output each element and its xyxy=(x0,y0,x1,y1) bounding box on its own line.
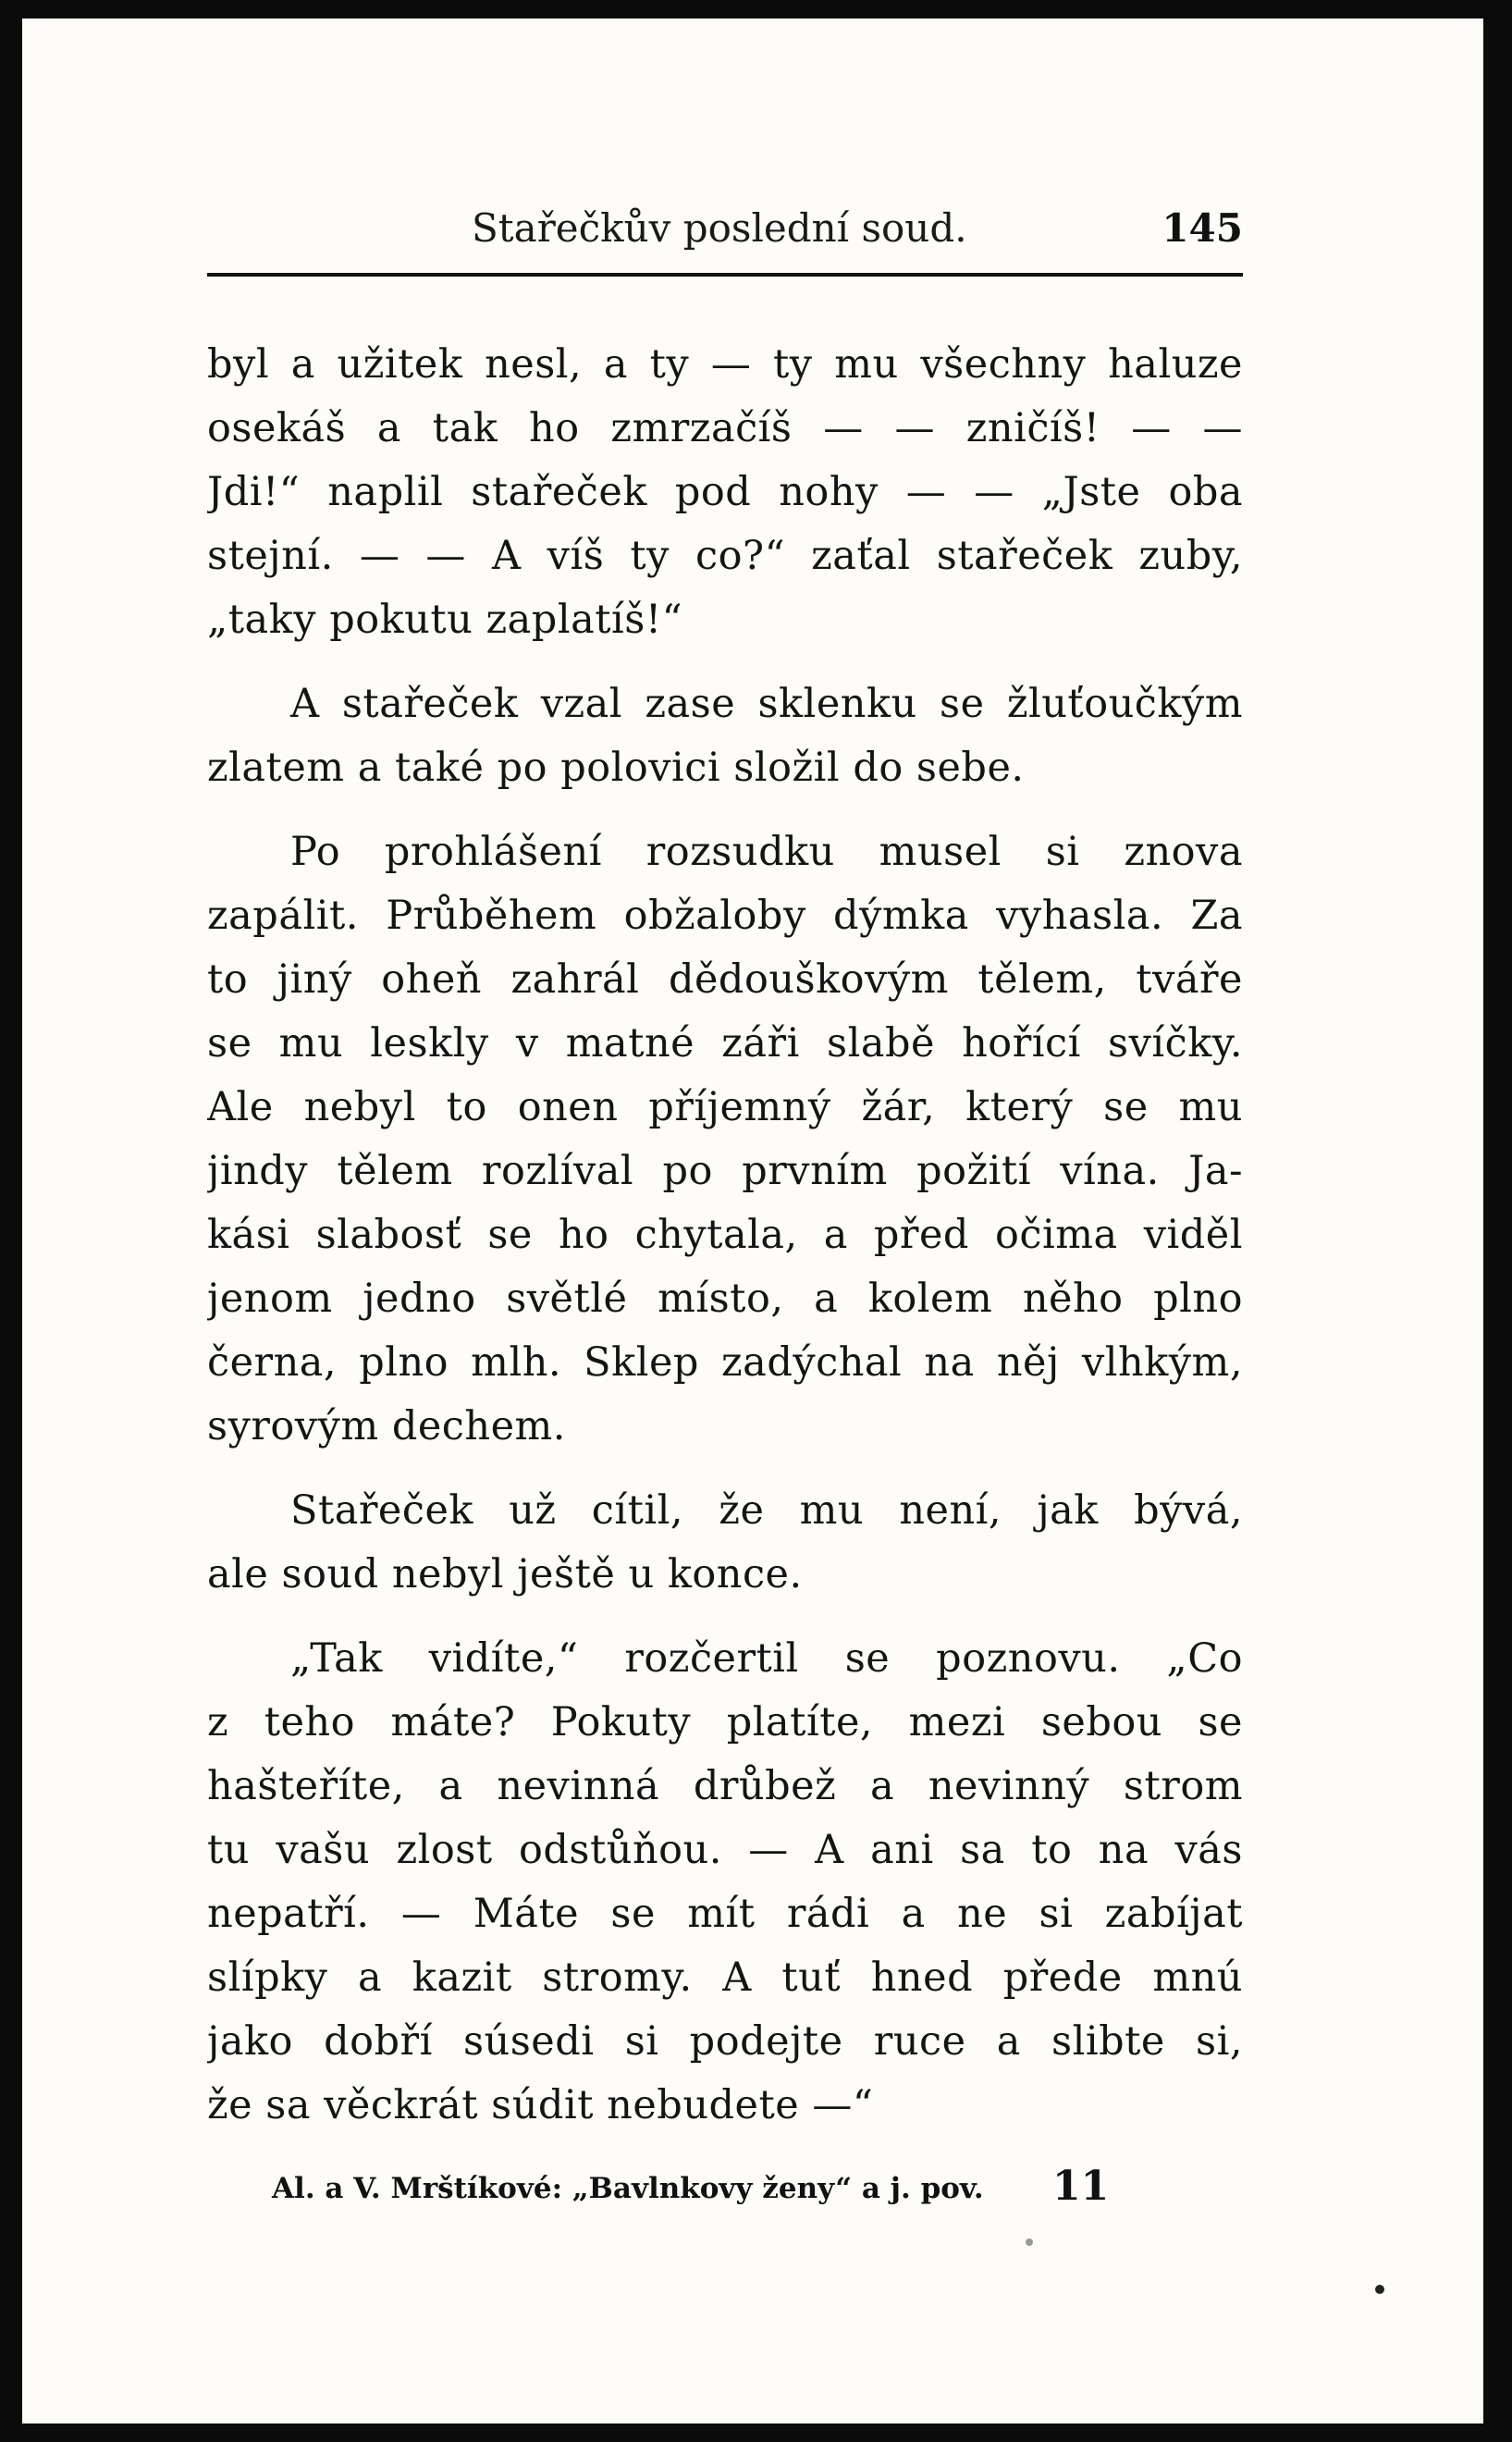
text-line: zapálit. Průběhem obžaloby dýmka vyhasla. Za xyxy=(207,893,1243,939)
text-line: byl a užitek nesl, a ty — ty mu všechny haluze xyxy=(207,341,1243,388)
body-text xyxy=(207,333,1243,2158)
text-line: jenom jedno světlé místo, a kolem něho plno xyxy=(207,1276,1243,1322)
text-line: Jdi!“ naplil stařeček pod nohy — — „Jste oba xyxy=(207,469,1243,515)
text-line: kási slabosť se ho chytala, a před očima viděl xyxy=(207,1212,1243,1258)
paragraph xyxy=(207,1479,1243,1607)
text-line: „taky pokutu zaplatíš!“ xyxy=(207,597,683,643)
text-line: ale soud nebyl ještě u konce. xyxy=(207,1551,803,1597)
paragraph xyxy=(207,333,1243,652)
text-line: osekáš a tak ho zmrzačíš — — zničíš! — — xyxy=(207,405,1243,451)
text-line: Po prohlášení rozsudku musel si znova xyxy=(290,829,1243,875)
text-line: jindy tělem rozlíval po prvním požití vína. Ja- xyxy=(207,1148,1243,1194)
text-line: stejní. — — A víš ty co?“ zaťal stařeček zuby, xyxy=(207,533,1243,579)
printer-signature: Al. a V. Mrštíkové: „Bavlnkovy ženy“ a j. pov. xyxy=(272,2172,984,2205)
text-line: z teho máte? Pokuty platíte, mezi sebou se xyxy=(207,1699,1243,1745)
text-line: černa, plno mlh. Sklep zadýchal na něj vlhkým, xyxy=(207,1339,1243,1386)
text-line: hašteříte, a nevinná drůbež a nevinný strom xyxy=(207,1763,1243,1809)
book-page xyxy=(22,18,1483,2424)
text-line: Stařeček už cítil, že mu není, jak bývá, xyxy=(290,1487,1243,1534)
page-header xyxy=(207,200,1243,265)
text-line: slípky a kazit stromy. A tuť hned přede mnú xyxy=(207,1955,1243,2001)
print-speck xyxy=(1375,2285,1384,2294)
print-speck xyxy=(1026,2238,1033,2246)
text-line: to jiný oheň zahrál dědouškovým tělem, tváře xyxy=(207,956,1243,1003)
text-line: zlatem a také po polovici složil do sebe. xyxy=(207,745,1025,791)
text-line: že sa věckrát súdit nebudete —“ xyxy=(207,2082,874,2128)
text-line: nepatří. — Máte se mít rádi a ne si zabíjat xyxy=(207,1891,1243,1937)
page-footer xyxy=(272,2163,1110,2227)
sheet-number: 11 xyxy=(1052,2163,1110,2210)
paragraph xyxy=(207,672,1243,800)
text-line: A stařeček vzal zase sklenku se žluťoučkým xyxy=(290,681,1243,727)
text-line: se mu leskly v matné záři slabě hořící svíčky. xyxy=(207,1020,1243,1067)
text-line: Ale nebyl to onen příjemný žár, který se mu xyxy=(207,1084,1243,1130)
text-line: „Tak vidíte,“ rozčertil se poznovu. „Co xyxy=(290,1635,1243,1682)
paragraph xyxy=(207,1627,1243,2138)
text-line: syrovým dechem. xyxy=(207,1403,566,1449)
header-rule xyxy=(207,273,1243,277)
text-line: jako dobří súsedi si podejte ruce a slibte si, xyxy=(207,2018,1243,2065)
paragraph xyxy=(207,820,1243,1459)
text-line: tu vašu zlost odstůňou. — A ani sa to na vás xyxy=(207,1827,1243,1873)
page-number: 145 xyxy=(1162,205,1243,251)
running-title: Stařečkův poslední soud. xyxy=(472,205,967,251)
